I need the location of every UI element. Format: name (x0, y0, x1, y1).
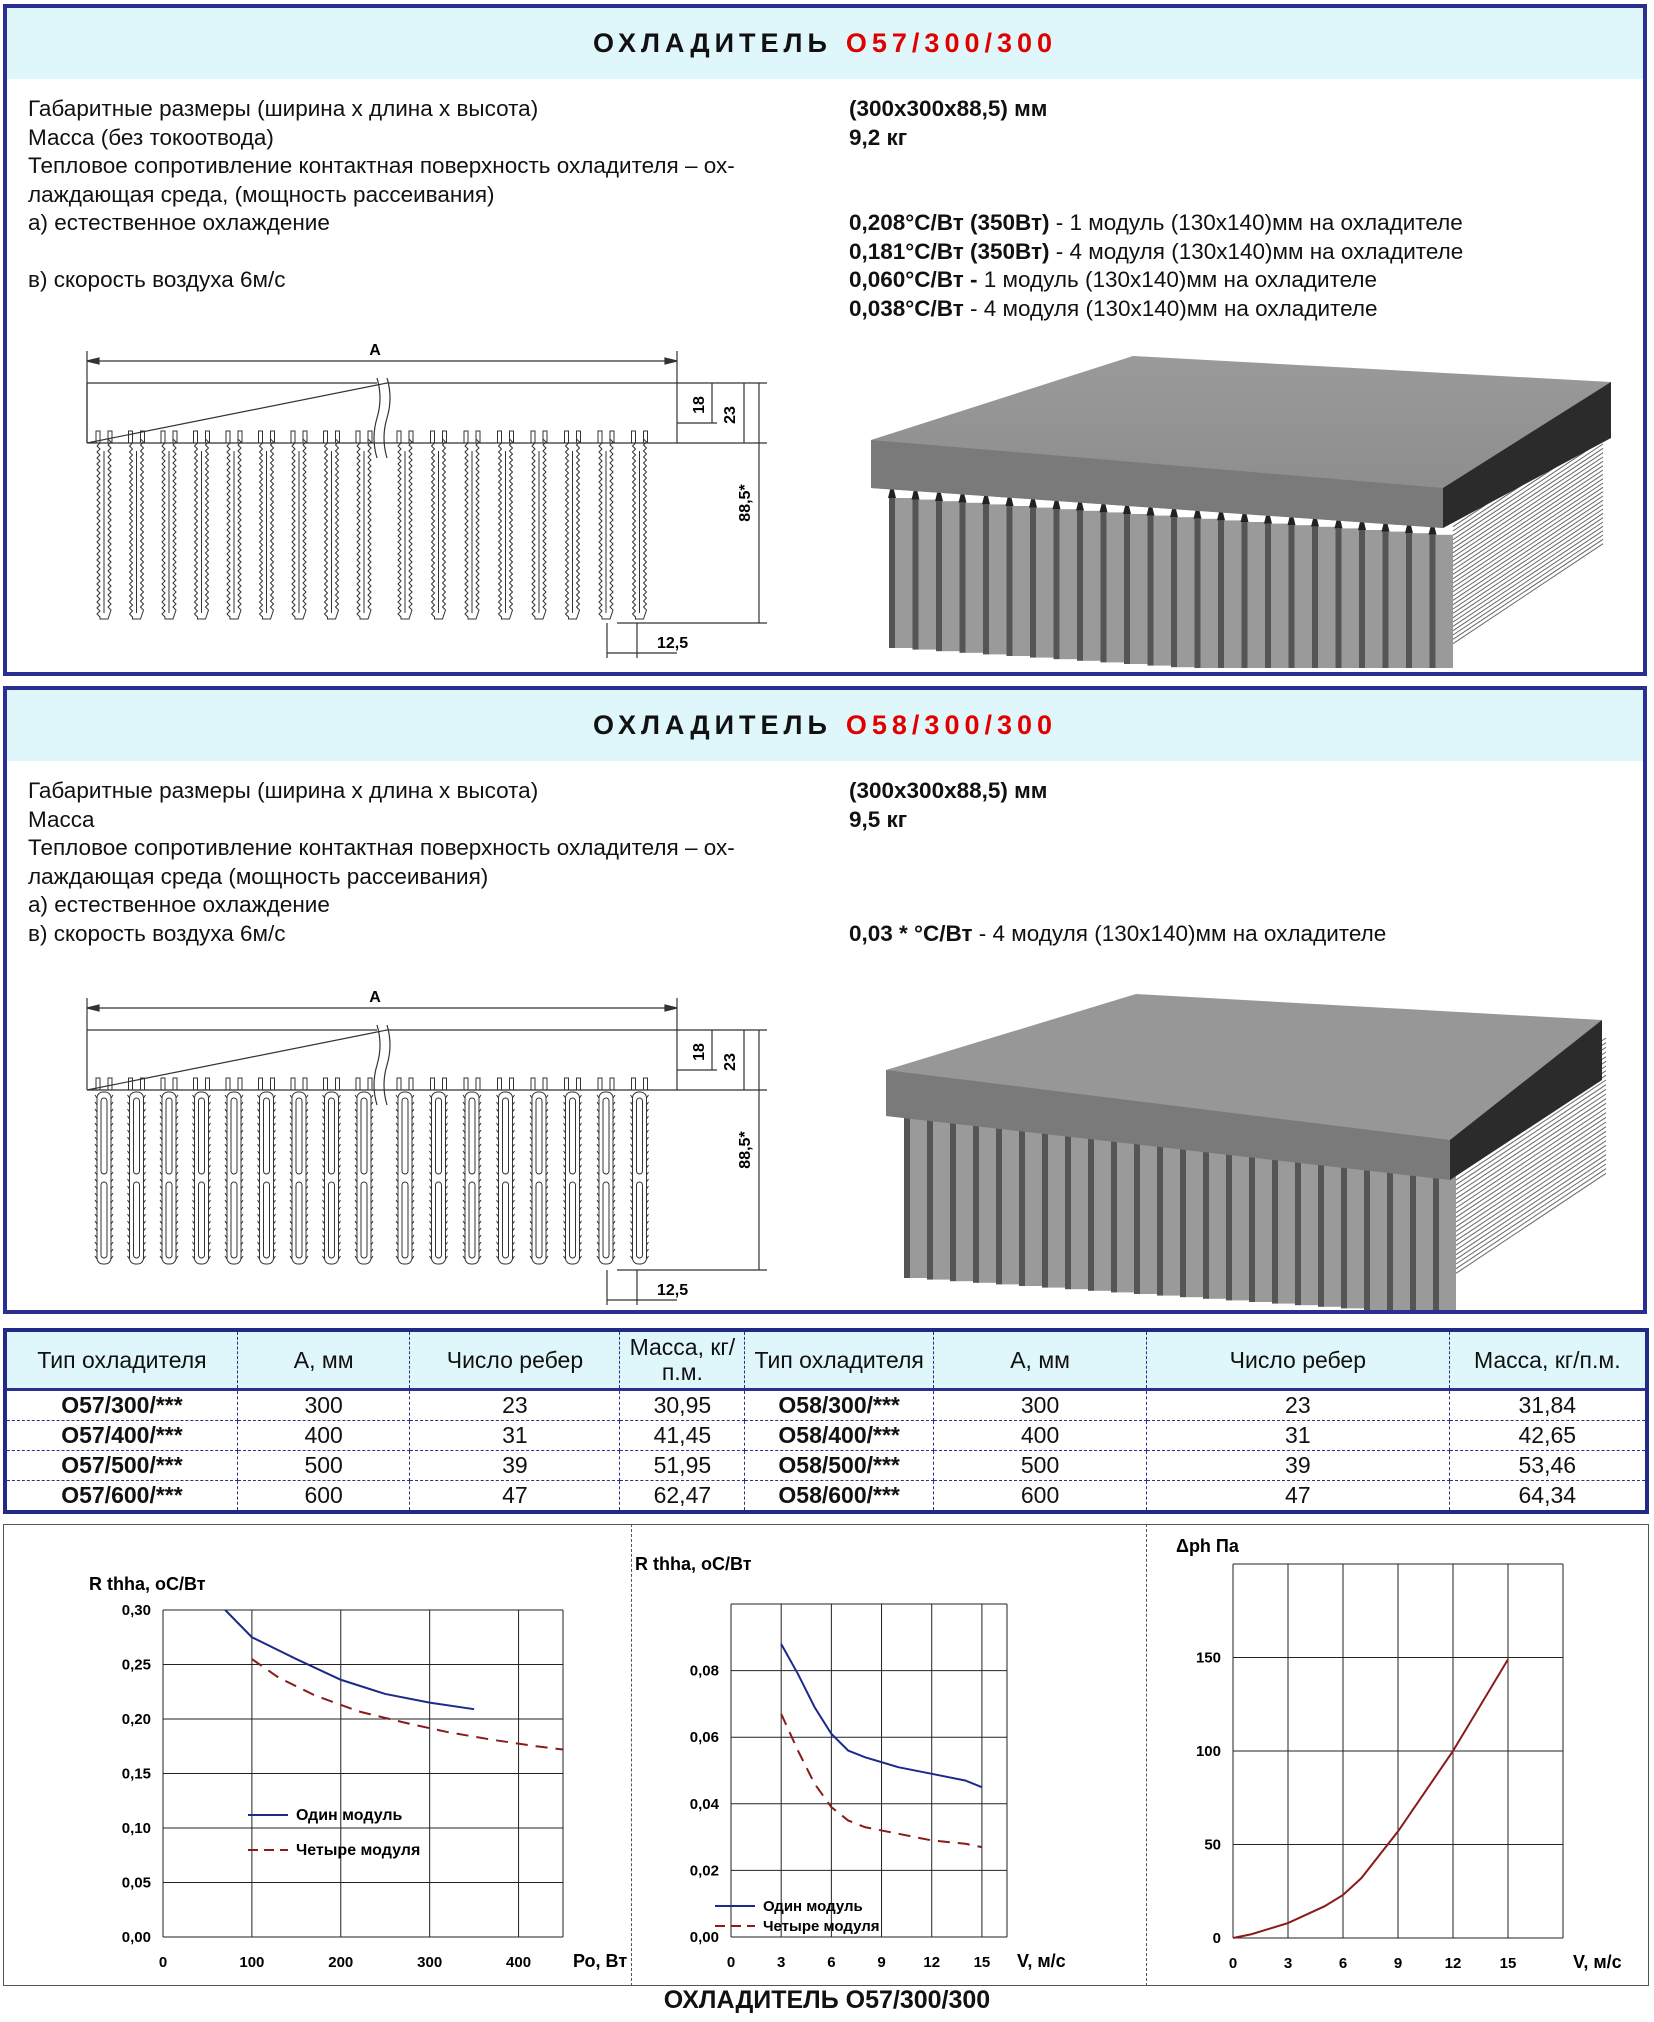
spec-label: лаждающая среда (мощность рассеивания) (28, 863, 489, 889)
x-axis-label: V, м/с (1017, 1951, 1066, 1971)
spec-label (28, 238, 735, 267)
chart-resistance-vs-power (3, 1524, 628, 1986)
spec-label: в) скорость воздуха 6м/с (28, 267, 286, 292)
y-axis-label: R thha, оС/Вт (89, 1574, 206, 1594)
table-cell: 300 (237, 1390, 410, 1421)
x-tick-label: 9 (1393, 1955, 1403, 1972)
resistance-line (849, 209, 1463, 238)
spec-label: в) скорость воздуха 6м/с (28, 920, 286, 946)
table-cell: 30,95 (620, 1390, 745, 1421)
x-axis-label: V, м/с (1573, 1952, 1622, 1972)
x-tick-label: 12 (923, 1954, 941, 1971)
resistance-value: 0,03 * °С/Вт (849, 920, 973, 946)
table-cell: 51,95 (620, 1451, 745, 1481)
table-cell: 400 (237, 1421, 410, 1451)
resistance-value: 0,181°С/Вт (350Вт) (849, 238, 1050, 264)
table-cell: 31,84 (1449, 1390, 1647, 1421)
chart-pressure-drop-vs-airspeed (1148, 1524, 1648, 1986)
resistance-line (849, 238, 1463, 267)
dim-a: А (369, 989, 381, 1006)
col-header: Тип охладителя (5, 1330, 237, 1390)
resistance-value: 0,060°С/Вт - (849, 267, 984, 292)
table-cell: 400 (934, 1421, 1147, 1451)
title-word: ОХЛАДИТЕЛЬ (592, 28, 832, 58)
title-model: О57/300/300 (845, 28, 1058, 58)
mass-value: 9,5 кг (849, 806, 908, 832)
y-tick-label: 0,00 (121, 1929, 151, 1946)
legend-label: Один модуль (296, 1807, 403, 1824)
table-cell: 300 (934, 1390, 1147, 1421)
cooler-o58-panel (3, 686, 1647, 1314)
x-tick-label: 3 (1283, 1955, 1293, 1972)
cell-type: О57/500/*** (5, 1451, 237, 1481)
resistance-line (849, 920, 1386, 949)
y-tick-label: 100 (1195, 1743, 1221, 1760)
heatsink-3d-render (867, 348, 1627, 668)
dim-18: 18 (691, 1043, 708, 1061)
table-header-row (5, 1330, 1647, 1390)
table-cell: 600 (237, 1481, 410, 1513)
x-tick-label: 300 (417, 1954, 443, 1971)
divider (631, 1524, 633, 1986)
spec-label: Габаритные размеры (ширина х длина х высота) (28, 96, 539, 121)
table-row (5, 1451, 1647, 1481)
panel-title (7, 690, 1643, 761)
x-tick-label: 400 (506, 1954, 532, 1971)
cell-type: О57/300/*** (5, 1390, 237, 1421)
spec-label: лаждающая среда, (мощность рассеивания) (28, 181, 495, 207)
y-tick-label: 150 (1195, 1649, 1221, 1667)
table-cell: 64,34 (1449, 1481, 1647, 1513)
profile-drawing (77, 980, 777, 1310)
x-tick-label: 9 (877, 1954, 886, 1971)
table-row (5, 1390, 1647, 1421)
title-word: ОХЛАДИТЕЛЬ (592, 710, 832, 740)
y-tick-label: 0,06 (689, 1729, 719, 1747)
resistance-value: 0,038°С/Вт (849, 295, 964, 321)
cell-type: О58/500/*** (745, 1451, 934, 1481)
heatsink-3d-render (882, 990, 1622, 1310)
col-header: А, мм (237, 1330, 410, 1390)
x-tick-label: 15 (973, 1954, 991, 1971)
table-cell: 47 (410, 1481, 620, 1513)
profile-drawing (77, 333, 777, 663)
table-cell: 53,46 (1449, 1451, 1647, 1481)
y-tick-label: 0,05 (121, 1874, 151, 1892)
spec-label: а) естественное охлаждение (28, 892, 330, 917)
panel-title (7, 8, 1643, 79)
x-tick-label: 6 (827, 1954, 836, 1971)
legend-label: Четыре модуля (763, 1918, 880, 1935)
spec-label: Тепловое сопротивление контактная поверхность охладителя – ох- (28, 835, 735, 860)
y-tick-label: 0,02 (689, 1862, 719, 1880)
divider (1146, 1524, 1148, 1986)
y-tick-label: 0,08 (689, 1662, 719, 1680)
legend-label: Один модуль (763, 1898, 863, 1915)
dim-12-5: 12,5 (657, 1282, 689, 1299)
spec-values (849, 777, 1386, 948)
x-tick-label: 15 (1499, 1955, 1517, 1972)
spec-values (849, 95, 1463, 323)
resistance-note: - 4 модуля (130х140)мм на охладителе (1049, 238, 1464, 264)
col-header: Число ребер (410, 1330, 620, 1390)
spec-label: Масса (без токоотвода) (28, 124, 274, 150)
resistance-line (849, 266, 1463, 295)
spec-label: Масса (28, 806, 95, 832)
col-header: Масса, кг/п.м. (1449, 1330, 1647, 1390)
x-tick-label: 100 (239, 1954, 265, 1971)
cell-type: О57/600/*** (5, 1481, 237, 1513)
cooler-o57-panel (3, 4, 1647, 676)
y-tick-label: 0,30 (121, 1602, 151, 1619)
chart-resistance-vs-airspeed (633, 1524, 1143, 1986)
resistance-note: - 4 модуля (130х140)мм на охладителе (963, 295, 1378, 321)
table-cell: 600 (934, 1481, 1147, 1513)
y-tick-label: 0,00 (689, 1929, 719, 1946)
models-table (3, 1328, 1649, 1514)
resistance-note: - 1 модуль (130х140)мм на охладителе (1049, 210, 1463, 235)
y-axis-label: R thha, оС/Вт (635, 1554, 752, 1574)
dim-a: А (369, 342, 381, 359)
y-tick-label: 0,10 (121, 1820, 151, 1837)
x-tick-label: 0 (726, 1954, 736, 1971)
col-header: Число ребер (1147, 1330, 1449, 1390)
series-line (1233, 1659, 1508, 1938)
spec-label: Габаритные размеры (ширина х длина х высота) (28, 778, 539, 803)
x-tick-label: 6 (1338, 1955, 1348, 1972)
dim-12-5: 12,5 (657, 635, 689, 652)
dim-23: 23 (722, 406, 739, 424)
dimensions-value: (300х300х88,5) мм (849, 778, 1048, 803)
x-tick-label: 3 (777, 1954, 786, 1971)
cell-type: О58/400/*** (745, 1421, 934, 1451)
x-tick-label: 12 (1444, 1955, 1462, 1972)
cell-type: О58/300/*** (745, 1390, 934, 1421)
table-row (5, 1481, 1647, 1513)
y-axis-label: Δph Па (1176, 1536, 1239, 1556)
charts-area (3, 1524, 1649, 2014)
dim-88-5: 88,5* (737, 1131, 754, 1169)
resistance-line (849, 295, 1463, 324)
table-row (5, 1421, 1647, 1451)
y-tick-label: 0,15 (121, 1765, 151, 1783)
resistance-value: 0,208°С/Вт (350Вт) (849, 210, 1050, 235)
x-tick-label: 200 (328, 1954, 354, 1971)
x-tick-label: 0 (158, 1954, 168, 1971)
spec-label: а) естественное охлаждение (28, 210, 330, 235)
table-cell: 39 (410, 1451, 620, 1481)
y-tick-label: 0 (1212, 1930, 1221, 1947)
table-cell: 23 (410, 1390, 620, 1421)
mass-value: 9,2 кг (849, 124, 908, 150)
table-cell: 42,65 (1449, 1421, 1647, 1451)
x-tick-label: 0 (1228, 1955, 1238, 1972)
table-cell: 47 (1147, 1481, 1449, 1513)
table-cell: 31 (1147, 1421, 1449, 1451)
col-header: А, мм (934, 1330, 1147, 1390)
y-tick-label: 0,25 (121, 1656, 151, 1674)
dim-23: 23 (722, 1053, 739, 1071)
table-cell: 23 (1147, 1390, 1449, 1421)
dim-88-5: 88,5* (737, 484, 754, 522)
cell-type: О58/600/*** (745, 1481, 934, 1513)
bottom-caption: ОХЛАДИТЕЛЬ О57/300/300 (663, 1986, 991, 2014)
resistance-note: 1 модуль (130х140)мм на охладителе (983, 267, 1378, 292)
dimensions-value: (300х300х88,5) мм (849, 96, 1048, 121)
table-cell: 500 (934, 1451, 1147, 1481)
spec-labels (28, 777, 735, 948)
table-cell: 31 (410, 1421, 620, 1451)
table-cell: 500 (237, 1451, 410, 1481)
x-axis-label: Ро, Вт (573, 1951, 628, 1971)
y-tick-label: 0,20 (121, 1711, 151, 1728)
series-line (225, 1610, 474, 1709)
y-tick-label: 50 (1204, 1836, 1221, 1854)
spec-label: Тепловое сопротивление контактная поверхность охладителя – ох- (28, 153, 735, 178)
resistance-note: - 4 модуля (130х140)мм на охладителе (972, 920, 1387, 946)
table-cell: 41,45 (620, 1421, 745, 1451)
cell-type: О57/400/*** (5, 1421, 237, 1451)
col-header: Тип охладителя (745, 1330, 934, 1390)
y-tick-label: 0,04 (689, 1795, 719, 1813)
legend-label: Четыре модуля (296, 1842, 421, 1859)
series-line (252, 1659, 563, 1749)
col-header: Масса, кг/п.м. (620, 1330, 745, 1390)
title-model: О58/300/300 (845, 710, 1058, 740)
table-cell: 39 (1147, 1451, 1449, 1481)
table-cell: 62,47 (620, 1481, 745, 1513)
dim-18: 18 (691, 396, 708, 414)
spec-labels (28, 95, 735, 295)
